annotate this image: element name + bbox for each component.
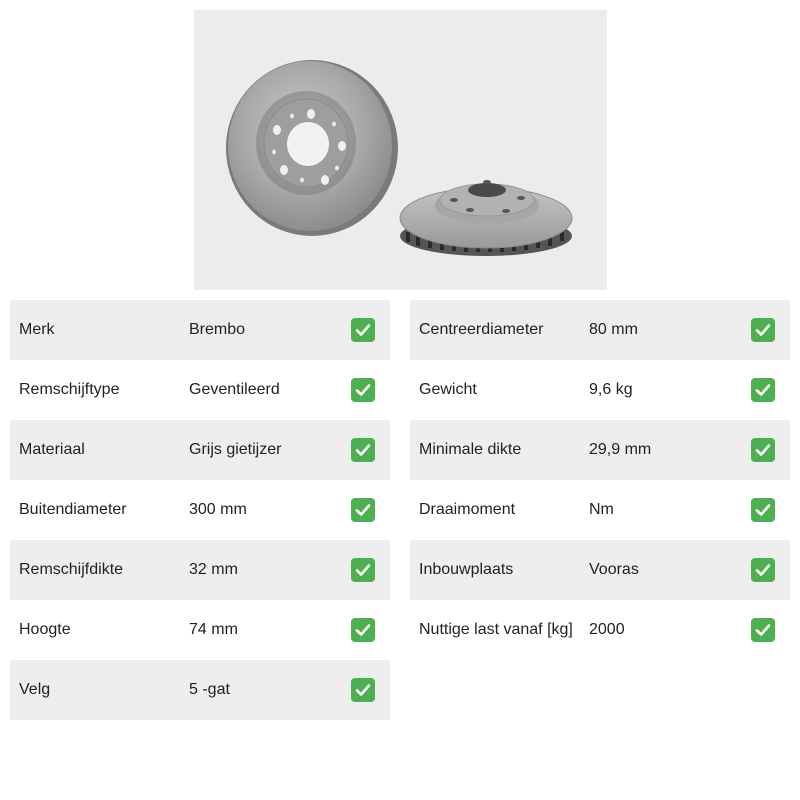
spec-label: Gewicht	[419, 381, 477, 398]
check-mark-icon	[751, 378, 775, 402]
spec-label: Materiaal	[19, 441, 85, 458]
spec-row	[410, 540, 790, 600]
check-mark-icon	[751, 318, 775, 342]
spec-table-left	[10, 300, 390, 720]
spec-label: Merk	[19, 321, 55, 338]
spec-label: Buitendiameter	[19, 501, 127, 518]
spec-value: 5 -gat	[189, 681, 230, 698]
check-mark-icon	[751, 438, 775, 462]
spec-row	[10, 480, 390, 540]
spec-row	[10, 600, 390, 660]
spec-label: Hoogte	[19, 621, 71, 638]
check-mark-icon	[351, 438, 375, 462]
product-image	[194, 10, 607, 290]
spec-value: Vooras	[589, 561, 639, 578]
check-mark-icon	[351, 558, 375, 582]
spec-row	[10, 360, 390, 420]
spec-label: Nuttige last vanaf [kg]	[419, 621, 573, 638]
spec-row	[10, 420, 390, 480]
spec-label: Draaimoment	[419, 501, 516, 518]
spec-row	[410, 420, 790, 480]
spec-row	[410, 600, 790, 660]
spec-table-right	[410, 300, 790, 660]
check-mark-icon	[351, 678, 375, 702]
spec-label: Remschijftype	[19, 381, 120, 398]
spec-value: 2000	[589, 621, 625, 638]
spec-value: Nm	[589, 501, 614, 518]
spec-label: Velg	[19, 681, 51, 698]
spec-row	[10, 300, 390, 360]
spec-value: 74 mm	[189, 621, 238, 638]
check-mark-icon	[351, 618, 375, 642]
spec-value: Brembo	[189, 321, 246, 338]
spec-label: Inbouwplaats	[419, 561, 514, 578]
check-mark-icon	[351, 498, 375, 522]
check-mark-icon	[751, 498, 775, 522]
spec-label: Centreerdiameter	[419, 321, 544, 338]
spec-value: 32 mm	[189, 561, 238, 578]
check-mark-icon	[351, 318, 375, 342]
spec-value: Grijs gietijzer	[189, 441, 282, 458]
spec-row	[410, 480, 790, 540]
spec-value: 9,6 kg	[589, 381, 633, 398]
spec-label: Remschijfdikte	[19, 561, 124, 578]
check-mark-icon	[351, 378, 375, 402]
spec-value: 80 mm	[589, 321, 638, 338]
check-mark-icon	[751, 618, 775, 642]
spec-label: Minimale dikte	[419, 441, 522, 458]
spec-row	[10, 660, 390, 720]
spec-row	[10, 540, 390, 600]
spec-value: Geventileerd	[189, 381, 280, 398]
spec-row	[410, 300, 790, 360]
check-mark-icon	[751, 558, 775, 582]
spec-value: 300 mm	[189, 501, 247, 518]
spec-row	[410, 360, 790, 420]
spec-value: 29,9 mm	[589, 441, 652, 458]
